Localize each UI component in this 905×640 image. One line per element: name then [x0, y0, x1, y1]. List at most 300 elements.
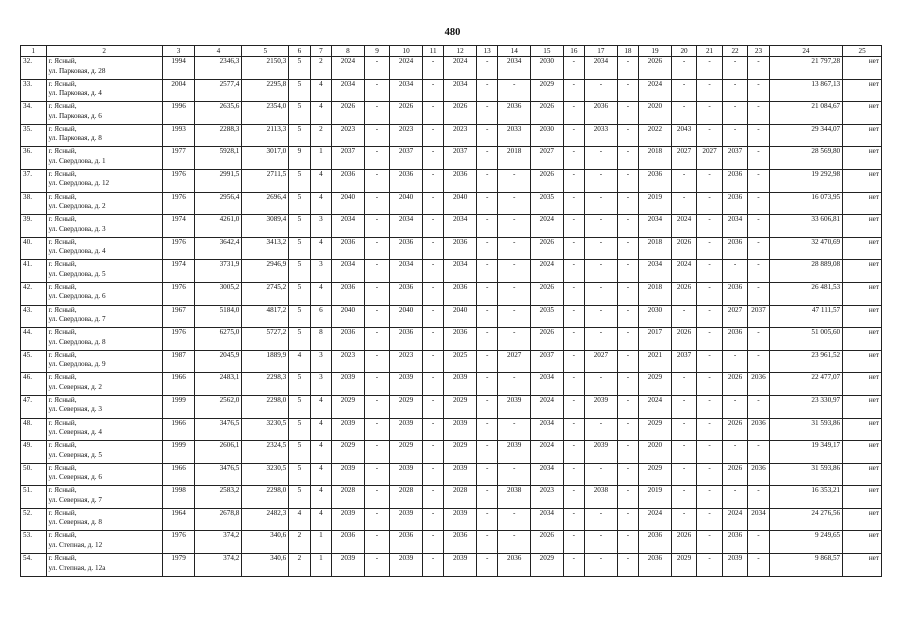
address-cell [46, 260, 162, 283]
area-cell: 2346,3 [195, 57, 242, 80]
column-number-cell: 1 [21, 46, 47, 57]
address-cell [46, 463, 162, 486]
area-cell: 3089,4 [242, 215, 289, 238]
year-cell: 2026 [671, 237, 697, 260]
address-street: ул. Свердлова, д. 3 [48, 224, 106, 233]
area-cell: 2606,1 [195, 441, 242, 464]
year-cell: 2030 [639, 305, 672, 328]
address-city: г. Ясный, [48, 554, 77, 563]
floors-cell: 5 [289, 486, 310, 509]
status-cell: нет [843, 282, 882, 305]
table-row [21, 418, 882, 441]
year-cell: - [563, 102, 584, 125]
year-cell: - [748, 260, 769, 283]
floors-cell: 5 [289, 102, 310, 125]
status-cell: нет [843, 147, 882, 170]
year-cell: 2034 [722, 215, 748, 238]
year-cell: - [748, 57, 769, 80]
year-cell: - [722, 350, 748, 373]
year-cell: - [563, 373, 584, 396]
table-row [21, 395, 882, 418]
year-cell: 2029 [390, 441, 423, 464]
floors-cell: 5 [289, 441, 310, 464]
year-cell: - [697, 373, 723, 396]
column-number-cell: 8 [332, 46, 365, 57]
year-cell: 2037 [332, 147, 365, 170]
year-cell: - [422, 147, 443, 170]
year-cell: - [617, 79, 638, 102]
amount-cell: 29 344,07 [769, 124, 842, 147]
address-street: ул. Свердлова, д. 7 [48, 315, 106, 324]
address-street: ул. Северная, д. 7 [48, 495, 102, 504]
build-year-cell: 1967 [162, 305, 195, 328]
year-cell: - [364, 418, 390, 441]
row-number-cell: 33. [21, 79, 47, 102]
status-cell: нет [843, 486, 882, 509]
year-cell: 2039 [444, 373, 477, 396]
year-cell: 2027 [697, 147, 723, 170]
area-cell: 374,2 [195, 554, 242, 577]
amount-cell: 19 292,98 [769, 169, 842, 192]
year-cell: 2026 [531, 102, 564, 125]
status-cell: нет [843, 418, 882, 441]
status-cell: нет [843, 531, 882, 554]
year-cell: - [364, 441, 390, 464]
year-cell: - [671, 102, 697, 125]
year-cell: 2026 [531, 531, 564, 554]
address-city: г. Ясный, [48, 508, 77, 517]
year-cell: 2023 [332, 124, 365, 147]
amount-cell: 47 111,57 [769, 305, 842, 328]
year-cell: 2029 [671, 554, 697, 577]
entrances-cell: 4 [310, 102, 331, 125]
amount-cell: 16 073,95 [769, 192, 842, 215]
year-cell: 2034 [531, 373, 564, 396]
year-cell: - [722, 102, 748, 125]
year-cell: - [498, 305, 531, 328]
address-street: ул. Парковая, д. 6 [48, 111, 102, 120]
address-city: г. Ясный, [48, 57, 77, 65]
status-cell: нет [843, 395, 882, 418]
year-cell: - [422, 57, 443, 80]
table-row [21, 192, 882, 215]
floors-cell: 9 [289, 147, 310, 170]
column-number-cell: 23 [748, 46, 769, 57]
floors-cell: 5 [289, 418, 310, 441]
area-cell: 2956,4 [195, 192, 242, 215]
floors-cell: 2 [289, 531, 310, 554]
year-cell: 2036 [390, 237, 423, 260]
floors-cell: 4 [289, 508, 310, 531]
build-year-cell: 1996 [162, 102, 195, 125]
year-cell: - [476, 554, 497, 577]
year-cell: - [748, 147, 769, 170]
year-cell: - [563, 79, 584, 102]
amount-cell: 28 569,80 [769, 147, 842, 170]
column-number-cell: 25 [843, 46, 882, 57]
year-cell: - [364, 237, 390, 260]
year-cell: 2036 [332, 237, 365, 260]
entrances-cell: 4 [310, 169, 331, 192]
year-cell: - [697, 192, 723, 215]
year-cell: 2036 [498, 102, 531, 125]
year-cell: 2039 [444, 463, 477, 486]
year-cell: - [364, 305, 390, 328]
table-row [21, 328, 882, 351]
address-cell [46, 124, 162, 147]
year-cell: - [585, 328, 618, 351]
status-cell: нет [843, 124, 882, 147]
year-cell: 2036 [748, 463, 769, 486]
year-cell: - [671, 305, 697, 328]
amount-cell: 23 961,52 [769, 350, 842, 373]
year-cell: - [422, 441, 443, 464]
year-cell: - [585, 215, 618, 238]
year-cell: - [697, 260, 723, 283]
entrances-cell: 1 [310, 147, 331, 170]
year-cell: - [697, 418, 723, 441]
year-cell: 2039 [332, 418, 365, 441]
table-row [21, 305, 882, 328]
year-cell: - [671, 486, 697, 509]
year-cell: - [563, 192, 584, 215]
column-number-cell: 20 [671, 46, 697, 57]
status-cell: нет [843, 57, 882, 80]
build-year-cell: 1977 [162, 147, 195, 170]
year-cell: - [748, 169, 769, 192]
year-cell: 2024 [531, 395, 564, 418]
year-cell: 2034 [639, 215, 672, 238]
address-cell [46, 79, 162, 102]
year-cell: - [697, 169, 723, 192]
year-cell: 2036 [444, 531, 477, 554]
year-cell: - [748, 237, 769, 260]
area-cell: 2298,0 [242, 395, 289, 418]
build-year-cell: 1999 [162, 441, 195, 464]
year-cell: 2036 [444, 328, 477, 351]
year-cell: 2034 [748, 508, 769, 531]
year-cell: 2023 [444, 124, 477, 147]
year-cell: - [617, 147, 638, 170]
area-cell: 3731,9 [195, 260, 242, 283]
year-cell: - [748, 350, 769, 373]
area-cell: 340,6 [242, 531, 289, 554]
entrances-cell: 1 [310, 531, 331, 554]
year-cell: - [563, 169, 584, 192]
amount-cell: 13 867,13 [769, 79, 842, 102]
status-cell: нет [843, 79, 882, 102]
year-cell: - [498, 508, 531, 531]
year-cell: 2035 [531, 305, 564, 328]
year-cell: - [563, 418, 584, 441]
year-cell: 2036 [332, 328, 365, 351]
entrances-cell: 8 [310, 328, 331, 351]
table-row [21, 147, 882, 170]
year-cell: - [422, 215, 443, 238]
year-cell: - [722, 395, 748, 418]
address-city: г. Ясный, [48, 395, 77, 404]
status-cell: нет [843, 192, 882, 215]
area-cell: 2298,3 [242, 373, 289, 396]
year-cell: - [585, 531, 618, 554]
address-street: ул. Свердлова, д. 1 [48, 156, 106, 165]
status-cell: нет [843, 441, 882, 464]
year-cell: - [422, 260, 443, 283]
year-cell: 2039 [332, 554, 365, 577]
year-cell: - [617, 215, 638, 238]
row-number-cell: 35. [21, 124, 47, 147]
year-cell: - [697, 463, 723, 486]
area-cell: 2745,2 [242, 282, 289, 305]
address-city: г. Ясный, [48, 282, 77, 291]
floors-cell: 5 [289, 373, 310, 396]
year-cell: - [476, 328, 497, 351]
year-cell: - [617, 531, 638, 554]
area-cell: 3230,5 [242, 463, 289, 486]
year-cell: 2027 [498, 350, 531, 373]
year-cell: 2036 [722, 531, 748, 554]
build-year-cell: 1998 [162, 486, 195, 509]
year-cell: - [364, 486, 390, 509]
area-cell: 2678,8 [195, 508, 242, 531]
address-street: ул. Северная, д. 2 [48, 382, 102, 391]
year-cell: 2036 [332, 531, 365, 554]
year-cell: - [422, 418, 443, 441]
page-number: 480 [444, 27, 461, 38]
row-number-cell: 32. [21, 57, 47, 80]
column-number-cell: 21 [697, 46, 723, 57]
year-cell: 2036 [722, 282, 748, 305]
floors-cell: 5 [289, 215, 310, 238]
address-cell [46, 531, 162, 554]
floors-cell: 2 [289, 554, 310, 577]
address-cell [46, 169, 162, 192]
entrances-cell: 3 [310, 260, 331, 283]
floors-cell: 5 [289, 282, 310, 305]
year-cell: - [697, 441, 723, 464]
year-cell: - [476, 463, 497, 486]
year-cell: 2023 [332, 350, 365, 373]
area-cell: 340,6 [242, 554, 289, 577]
table-row [21, 102, 882, 125]
year-cell: - [422, 237, 443, 260]
amount-cell: 31 593,86 [769, 463, 842, 486]
entrances-cell: 3 [310, 373, 331, 396]
status-cell: нет [843, 508, 882, 531]
year-cell: 2039 [332, 508, 365, 531]
area-cell: 2482,3 [242, 508, 289, 531]
year-cell: - [476, 57, 497, 80]
address-street: ул. Степная, д. 12 [48, 540, 103, 549]
address-street: ул. Северная, д. 8 [48, 518, 102, 527]
year-cell: 2028 [444, 486, 477, 509]
column-number-cell: 7 [310, 46, 331, 57]
year-cell: - [617, 237, 638, 260]
year-cell: 2028 [390, 486, 423, 509]
year-cell: - [498, 463, 531, 486]
year-cell: 2029 [444, 441, 477, 464]
entrances-cell: 4 [310, 441, 331, 464]
year-cell: - [697, 531, 723, 554]
table-row [21, 260, 882, 283]
year-cell: 2039 [585, 395, 618, 418]
year-cell: - [422, 305, 443, 328]
column-number-cell: 22 [722, 46, 748, 57]
year-cell: - [617, 102, 638, 125]
year-cell: - [422, 508, 443, 531]
year-cell: 2036 [332, 169, 365, 192]
year-cell: 2018 [498, 147, 531, 170]
year-cell: - [748, 102, 769, 125]
housing-repair-table [20, 45, 882, 577]
area-cell: 2696,4 [242, 192, 289, 215]
year-cell: 2029 [639, 463, 672, 486]
year-cell: - [617, 57, 638, 80]
area-cell: 2577,4 [195, 79, 242, 102]
column-number-cell: 14 [498, 46, 531, 57]
table-row [21, 531, 882, 554]
year-cell: - [617, 169, 638, 192]
year-cell: 2037 [722, 147, 748, 170]
year-cell: - [364, 124, 390, 147]
entrances-cell: 4 [310, 486, 331, 509]
year-cell: 2018 [639, 282, 672, 305]
year-cell: 2036 [722, 169, 748, 192]
address-cell [46, 282, 162, 305]
year-cell: - [364, 215, 390, 238]
year-cell: 2036 [639, 169, 672, 192]
table-row [21, 282, 882, 305]
build-year-cell: 1976 [162, 169, 195, 192]
area-cell: 2354,0 [242, 102, 289, 125]
year-cell: 2036 [639, 554, 672, 577]
floors-cell: 5 [289, 79, 310, 102]
year-cell: 2026 [671, 328, 697, 351]
year-cell: - [671, 373, 697, 396]
amount-cell: 22 477,07 [769, 373, 842, 396]
year-cell: 2039 [332, 373, 365, 396]
year-cell: - [476, 169, 497, 192]
row-number-cell: 37. [21, 169, 47, 192]
address-street: ул. Северная, д. 5 [48, 450, 102, 459]
address-street: ул. Северная, д. 4 [48, 428, 102, 436]
year-cell: - [617, 192, 638, 215]
year-cell: - [748, 215, 769, 238]
area-cell: 2711,5 [242, 169, 289, 192]
column-number-cell: 16 [563, 46, 584, 57]
address-city: г. Ясный, [48, 373, 77, 382]
year-cell: 2039 [390, 418, 423, 441]
year-cell: - [585, 508, 618, 531]
year-cell: - [498, 282, 531, 305]
year-cell: - [476, 508, 497, 531]
entrances-cell: 2 [310, 57, 331, 80]
year-cell: - [422, 486, 443, 509]
year-cell: - [476, 237, 497, 260]
year-cell: 2039 [390, 554, 423, 577]
column-number-cell: 3 [162, 46, 195, 57]
address-city: г. Ясный, [48, 328, 77, 337]
area-cell: 6275,0 [195, 328, 242, 351]
year-cell: - [476, 215, 497, 238]
area-cell: 3230,5 [242, 418, 289, 441]
column-number-cell: 5 [242, 46, 289, 57]
year-cell: - [364, 57, 390, 80]
year-cell: 2037 [671, 350, 697, 373]
year-cell: - [364, 282, 390, 305]
row-number-cell: 44. [21, 328, 47, 351]
year-cell: 2034 [390, 215, 423, 238]
year-cell: - [498, 531, 531, 554]
status-cell: нет [843, 169, 882, 192]
area-cell: 2295,8 [242, 79, 289, 102]
year-cell: - [671, 79, 697, 102]
year-cell: - [364, 102, 390, 125]
row-number-cell: 53. [21, 531, 47, 554]
year-cell: 2026 [332, 102, 365, 125]
year-cell: 2024 [531, 441, 564, 464]
year-cell: 2036 [332, 282, 365, 305]
table-row [21, 441, 882, 464]
year-cell: - [697, 305, 723, 328]
year-cell: - [422, 373, 443, 396]
amount-cell: 16 353,21 [769, 486, 842, 509]
year-cell: 2023 [531, 486, 564, 509]
year-cell: - [671, 463, 697, 486]
year-cell: - [498, 215, 531, 238]
year-cell: - [697, 79, 723, 102]
year-cell: - [748, 441, 769, 464]
year-cell: 2030 [531, 57, 564, 80]
year-cell: 2037 [748, 305, 769, 328]
year-cell: - [563, 237, 584, 260]
year-cell: 2036 [498, 554, 531, 577]
year-cell: 2034 [390, 79, 423, 102]
year-cell: 2039 [585, 441, 618, 464]
year-cell: - [476, 305, 497, 328]
address-city: г. Ясный, [48, 192, 77, 201]
year-cell: 2036 [444, 237, 477, 260]
year-cell: 2039 [444, 508, 477, 531]
year-cell: - [617, 463, 638, 486]
build-year-cell: 2004 [162, 79, 195, 102]
area-cell: 5727,2 [242, 328, 289, 351]
year-cell: 2036 [390, 282, 423, 305]
area-cell: 2324,5 [242, 441, 289, 464]
year-cell: - [671, 57, 697, 80]
build-year-cell: 1993 [162, 124, 195, 147]
year-cell: - [476, 147, 497, 170]
column-number-cell: 19 [639, 46, 672, 57]
year-cell: - [617, 305, 638, 328]
build-year-cell: 1974 [162, 260, 195, 283]
year-cell: - [617, 486, 638, 509]
build-year-cell: 1964 [162, 508, 195, 531]
area-cell: 2298,0 [242, 486, 289, 509]
year-cell: - [563, 328, 584, 351]
year-cell: 2036 [748, 373, 769, 396]
year-cell: - [563, 463, 584, 486]
amount-cell: 23 330,97 [769, 395, 842, 418]
table-row [21, 169, 882, 192]
year-cell: - [364, 328, 390, 351]
year-cell: 2033 [585, 124, 618, 147]
year-cell: - [748, 79, 769, 102]
address-city: г. Ясный, [48, 350, 77, 359]
year-cell: - [364, 463, 390, 486]
address-cell [46, 305, 162, 328]
year-cell: 2025 [444, 350, 477, 373]
